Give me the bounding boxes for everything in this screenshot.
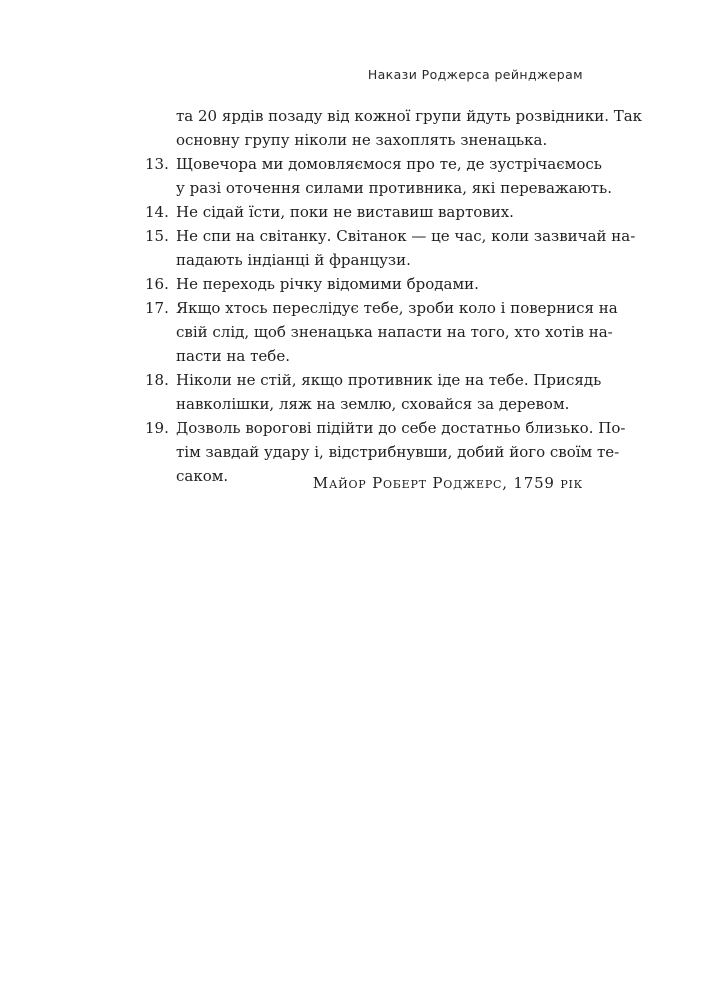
item-number: 17. (145, 299, 169, 317)
item-text: Не спи на світанку. Світанок — це час, коли зазвичай на- (176, 227, 636, 245)
item-text: Не переходь річку відомими бродами. (176, 275, 479, 293)
item-text: Ніколи не стій, якщо противник іде на тебе. Присядь (176, 371, 602, 389)
item-text: Не сідай їсти, поки не виставиш вартових. (176, 203, 514, 221)
item-number: 19. (145, 419, 169, 437)
text-line: тім завдай удару і, відстрибнувши, добий його своїм те- (176, 443, 620, 461)
running-header: Накази Роджерса рейнджерам (367, 67, 583, 82)
text-line: навколішки, ляж на землю, сховайся за деревом. (176, 395, 570, 413)
item-number: 13. (145, 155, 169, 173)
body-text (145, 104, 643, 488)
list-item (145, 296, 618, 320)
text-line: у разі оточення силами противника, які переважають. (176, 179, 612, 197)
item-number: 14. (145, 203, 169, 221)
list-item (145, 152, 602, 176)
item-text: Щовечора ми домовляємося про те, де зустрічаємось (176, 155, 602, 173)
text-line: основну групу ніколи не захоплять зненацька. (176, 131, 548, 149)
list-item (145, 200, 583, 224)
item-number: 18. (145, 371, 169, 389)
text-line: та 20 ярдів позаду від кожної групи йдуть розвідники. Так (176, 107, 643, 125)
list-item (145, 368, 602, 392)
text-line: саком. (176, 467, 229, 485)
text-line: свій слід, щоб зненацька напасти на того, хто хотів на- (176, 323, 613, 341)
text-line: пасти на тебе. (176, 347, 290, 365)
item-text: Дозволь ворогові підійти до себе достатньо близько. По- (176, 419, 626, 437)
text-line: падають індіанці й французи. (176, 251, 411, 269)
list-item (145, 416, 626, 440)
item-text: Якщо хтось переслідує тебе, зроби коло і повернися на (176, 299, 618, 317)
list-item (145, 224, 636, 248)
item-number: 15. (145, 227, 169, 245)
list-item (145, 272, 583, 296)
signature: Майор Роберт Роджерс, 1759 рік (312, 474, 583, 492)
item-number: 16. (145, 275, 169, 293)
